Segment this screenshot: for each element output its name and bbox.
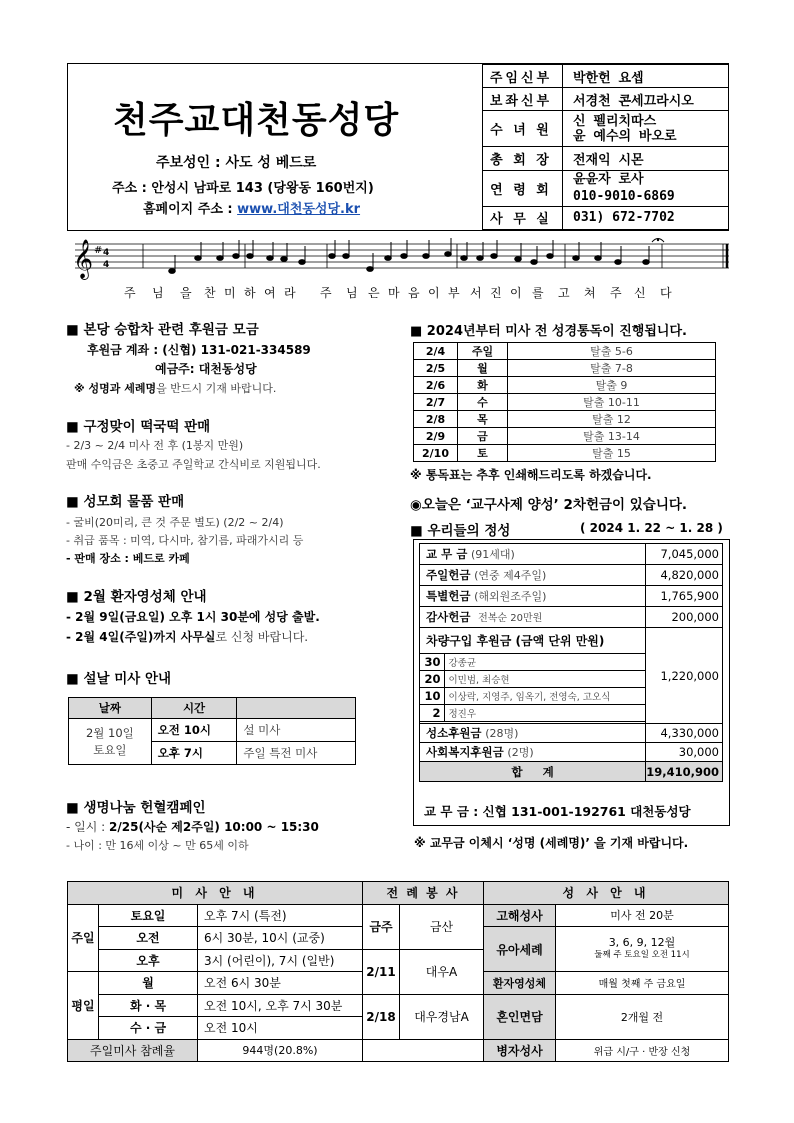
staff-role: 연 령 회 <box>483 170 563 206</box>
music-note <box>217 256 224 261</box>
schedule-row <box>414 445 716 462</box>
account-holder: 예금주: 대천동성당 <box>155 362 257 376</box>
mass-time: 오전 6시 30분 <box>198 972 363 995</box>
mass-day: 오후 <box>99 949 198 972</box>
text-line: 판매 수익금은 초중고 주일학교 간식비로 지원됩니다. <box>66 458 321 471</box>
address: 주소 : 안성시 남파로 143 (당왕동 160번지) <box>112 181 374 196</box>
svg-text:4: 4 <box>103 260 110 270</box>
staff-name: 031) 672-7702 <box>563 206 729 229</box>
music-note <box>515 257 522 262</box>
service-team: 대우경남A <box>400 994 484 1039</box>
offering-period: ( 2024 1. 22 ~ 1. 28 ) <box>580 521 723 535</box>
donor-amount: 20 <box>420 671 444 688</box>
offering-value: 30,000 <box>646 743 723 762</box>
music-note <box>329 254 336 259</box>
date-cell: 2월 10일 토요일 <box>69 719 152 765</box>
section-title: ■ 구정맞이 떡국떡 판매 <box>66 419 211 435</box>
music-note <box>573 256 580 261</box>
music-note <box>643 260 650 265</box>
offering-box <box>413 539 730 826</box>
schedule-weekday: 주일 <box>458 343 508 360</box>
schedule-weekday: 목 <box>458 411 508 428</box>
offering-value: 1,765,900 <box>646 586 723 607</box>
schedule-date: 2/7 <box>414 394 458 411</box>
sacrament-info: 위급 시/구 · 반장 신청 <box>556 1039 729 1062</box>
staff-role: 총 회 장 <box>483 147 563 170</box>
schedule-date: 2/9 <box>414 428 458 445</box>
total-value: 19,410,900 <box>646 762 723 782</box>
lyric-syllable: 신 <box>634 286 646 300</box>
offering-row: 성소후원금 (28명) <box>420 724 646 743</box>
music-note <box>233 254 240 259</box>
mass-time: 오전 10시, 오후 7시 30분 <box>198 994 363 1017</box>
staff-role: 수 녀 원 <box>483 111 563 147</box>
donor-names: 이민범, 최승현 <box>444 671 645 688</box>
staff-name: 전재익 시몬 <box>563 147 729 170</box>
schedule-weekday: 월 <box>458 360 508 377</box>
text-line: - 2/3 ~ 2/4 미사 전 후 (1봉지 만원) <box>66 439 244 452</box>
lyric-syllable: 은 <box>368 286 380 300</box>
service-date: 금주 <box>363 904 400 949</box>
sacrament-info: 미사 전 20분 <box>556 904 729 927</box>
sacrament-label: 유아세례 <box>484 927 556 972</box>
info-table <box>67 881 729 1062</box>
lyric-syllable: 다 <box>660 286 672 300</box>
lyric-syllable: 하 <box>244 286 256 300</box>
bible-schedule-table <box>413 342 716 462</box>
lyric-syllable: 이 <box>428 286 440 300</box>
attendance-value: 944명(20.8%) <box>198 1039 363 1062</box>
service-date: 2/11 <box>363 949 400 994</box>
schedule-row <box>414 343 716 360</box>
note-line: ※ 성명과 세례명을 반드시 기재 바랍니다. <box>74 382 277 395</box>
offering-value: 7,045,000 <box>646 544 723 565</box>
text-line: - 판매 장소 : 베드로 카페 <box>66 552 190 565</box>
col-header: 시간 <box>151 698 237 719</box>
lyric-syllable: 를 <box>532 286 544 300</box>
svg-text:4: 4 <box>103 248 110 258</box>
offering-table <box>419 543 723 782</box>
donor-names: 정진우 <box>444 705 645 722</box>
music-note <box>445 252 452 257</box>
mass-header: 미 사 안 내 <box>68 882 363 905</box>
offering-row: 주일헌금 (연중 제4주일) <box>420 565 646 586</box>
section-title: ■ 2월 환자영성체 안내 <box>66 589 207 605</box>
time-cell: 오전 10시 <box>151 719 237 742</box>
sacrament-label: 고해성사 <box>484 904 556 927</box>
mass-cell: 주일 특전 미사 <box>237 742 356 765</box>
music-note <box>169 269 176 274</box>
collection-notice: ◉오늘은 ‘교구사제 양성’ 2차헌금이 있습니다. <box>410 497 688 513</box>
lyric-syllable: 을 <box>180 286 192 300</box>
parish-logo: 천주교대천동성당 <box>113 100 400 141</box>
music-note <box>461 256 468 261</box>
section-title: ■ 2024년부터 미사 전 성경통독이 진행됩니다. <box>410 324 687 339</box>
text-line: - 나이 : 만 16세 이상 ~ 만 65세 이하 <box>66 839 249 852</box>
mass-day: 월 <box>99 972 198 995</box>
music-note <box>547 254 554 259</box>
staff-role: 주임신부 <box>483 65 563 88</box>
music-note <box>247 254 254 259</box>
offering-value: 4,820,000 <box>646 565 723 586</box>
offering-row: 사회복지후원금 (2명) <box>420 743 646 762</box>
schedule-reading: 탈출 5-6 <box>508 343 716 360</box>
music-note <box>423 254 430 259</box>
service-date: 2/18 <box>363 994 400 1039</box>
svg-text:#: # <box>94 245 103 256</box>
offering-row: 교 무 금 (91세대) <box>420 544 646 565</box>
sacrament-info: 매월 첫째 주 금요일 <box>556 972 729 995</box>
text-line: - 일시 : 2/25(사순 제2주일) 10:00 ~ 15:30 <box>66 820 319 834</box>
schedule-weekday: 화 <box>458 377 508 394</box>
mass-day: 토요일 <box>99 904 198 927</box>
music-note <box>267 256 274 261</box>
car-donor-row <box>420 688 645 705</box>
music-note <box>195 256 202 261</box>
header-box <box>67 63 729 231</box>
staff-name: 서경천 콘세끄라시오 <box>563 88 729 111</box>
car-donor-row <box>420 671 645 688</box>
music-note <box>385 256 392 261</box>
schedule-date: 2/4 <box>414 343 458 360</box>
music-note <box>343 254 350 259</box>
section-title: ■ 생명나눔 헌혈캠페인 <box>66 800 206 816</box>
staff-name: 박한헌 요셉 <box>563 65 729 88</box>
homepage-label: 홈페이지 주소 : <box>143 202 238 217</box>
schedule-reading: 탈출 10-11 <box>508 394 716 411</box>
text-line: - 취급 품목 : 미역, 다시마, 참기름, 파래가시리 등 <box>66 534 304 547</box>
schedule-reading: 탈출 15 <box>508 445 716 462</box>
sacrament-header: 성 사 안 내 <box>484 882 729 905</box>
service-header: 전 례 봉 사 <box>363 882 484 905</box>
staff-role: 사 무 실 <box>483 206 563 229</box>
car-donor-table <box>420 653 645 722</box>
lyric-syllable: 주 <box>124 286 136 300</box>
schedule-reading: 탈출 12 <box>508 411 716 428</box>
donor-names: 강종균 <box>444 654 645 671</box>
lyric-syllable: 님 <box>346 286 358 300</box>
schedule-date: 2/10 <box>414 445 458 462</box>
mass-day: 화 · 목 <box>99 994 198 1017</box>
music-note <box>615 260 622 265</box>
music-note <box>491 254 498 259</box>
schedule-weekday: 금 <box>458 428 508 445</box>
schedule-weekday: 수 <box>458 394 508 411</box>
sacrament-label: 병자성사 <box>484 1039 556 1062</box>
lyric-syllable: 진 <box>490 286 502 300</box>
section-title: ■ 설날 미사 안내 <box>66 671 172 687</box>
sacrament-info: 3, 6, 9, 12월 둘째 주 토요일 오전 11시 <box>556 927 729 972</box>
car-donor-row <box>420 705 645 722</box>
homepage-link[interactable]: www.대천동성당.kr <box>237 202 361 217</box>
staff-name: 윤윤자 로사 010-9010-6869 <box>563 170 729 206</box>
offering-row: 감사헌금 전복순 20만원 <box>420 607 646 628</box>
schedule-date: 2/8 <box>414 411 458 428</box>
mass-day: 수 · 금 <box>99 1017 198 1040</box>
music-note <box>595 256 602 261</box>
new-year-mass-table <box>68 697 356 765</box>
lyric-syllable: 여 <box>264 286 276 300</box>
music-note <box>299 260 306 265</box>
section-title: ■ 우리들의 정성 <box>410 523 511 539</box>
staff-name: 신 펠리치따스 윤 예수의 바오로 <box>563 111 729 147</box>
schedule-date: 2/6 <box>414 377 458 394</box>
lyric-syllable: 쳐 <box>584 286 596 300</box>
sunday-label: 주일 <box>68 904 99 972</box>
account-line: 후원금 계좌 : (신협) 131-021-334589 <box>87 343 311 357</box>
donor-names: 이상락, 지영주, 임옥기, 전영숙, 고오식 <box>444 688 645 705</box>
offering-value: 4,330,000 <box>646 724 723 743</box>
schedule-reading: 탈출 13-14 <box>508 428 716 445</box>
note-line: ※ 통독표는 추후 인쇄해드리도록 하겠습니다. <box>410 468 652 482</box>
mass-time: 3시 (어린이), 7시 (일반) <box>198 949 363 972</box>
weekday-label: 평일 <box>68 972 99 1040</box>
schedule-row <box>414 411 716 428</box>
lyric-syllable: 이 <box>510 286 522 300</box>
lyric-syllable: 라 <box>284 286 296 300</box>
lyric-syllable: 서 <box>470 286 482 300</box>
mass-time: 오후 7시 (특전) <box>198 904 363 927</box>
sacrament-info: 2개월 전 <box>556 994 729 1039</box>
schedule-row <box>414 360 716 377</box>
tithe-account: 교 무 금 : 신협 131-001-192761 대천동성당 <box>424 804 691 819</box>
donor-amount: 10 <box>420 688 444 705</box>
schedule-row <box>414 394 716 411</box>
staff-role: 보좌신부 <box>483 88 563 111</box>
donor-amount: 2 <box>420 705 444 722</box>
mass-day: 오전 <box>99 927 198 950</box>
music-note <box>281 257 288 262</box>
donor-amount: 30 <box>420 654 444 671</box>
attendance-label: 주일미사 참례율 <box>68 1039 198 1062</box>
col-header: 날짜 <box>69 698 152 719</box>
lyric-syllable: 주 <box>320 286 332 300</box>
car-fund-cell: 차량구입 후원금 (금액 단위 만원) 30 강종균 20 이민범, 최승현 10 이상락, 지영주, 임옥기, 전영숙, 고오식 2 정진우 <box>420 628 646 724</box>
offering-value: 200,000 <box>646 607 723 628</box>
homepage-line <box>143 198 360 217</box>
music-note <box>367 267 374 272</box>
text-line: - 굴비(20미리, 큰 것 주문 별도) (2/2 ~ 2/4) <box>66 516 284 529</box>
time-cell: 오후 7시 <box>151 742 237 765</box>
lyric-syllable: 음 <box>408 286 420 300</box>
offering-value: 1,220,000 <box>646 628 723 724</box>
schedule-reading: 탈출 9 <box>508 377 716 394</box>
schedule-row <box>414 377 716 394</box>
text-line: - 2월 4일(주일)까지 사무실로 신청 바랍니다. <box>66 630 309 644</box>
lyric-syllable: 고 <box>558 286 570 300</box>
section-title: ■ 성모회 물품 판매 <box>66 494 185 510</box>
treble-clef-icon: 𝄞 <box>73 239 94 279</box>
schedule-weekday: 토 <box>458 445 508 462</box>
sacrament-label: 혼인면담 <box>484 994 556 1039</box>
text-line: - 2월 9일(금요일) 오후 1시 30분에 성당 출발. <box>66 610 320 624</box>
mass-time: 오전 10시 <box>198 1017 363 1040</box>
offering-row: 특별헌금 (해외원조주일) <box>420 586 646 607</box>
lyric-syllable: 주 <box>610 286 622 300</box>
lyric-syllable: 미 <box>224 286 236 300</box>
lyric-syllable: 부 <box>448 286 460 300</box>
schedule-row <box>414 428 716 445</box>
lyric-syllable: 찬 <box>204 286 216 300</box>
section-title: ■ 본당 승합차 관련 후원금 모금 <box>66 322 259 338</box>
car-donor-row <box>420 654 645 671</box>
schedule-date: 2/5 <box>414 360 458 377</box>
total-label: 합 계 <box>420 762 646 782</box>
lyric-syllable: 님 <box>152 286 164 300</box>
lyric-syllable: 마 <box>388 286 400 300</box>
music-note <box>531 260 538 265</box>
patron-saint: 주보성인 : 사도 성 베드로 <box>156 155 317 171</box>
mass-time: 6시 30분, 10시 (교중) <box>198 927 363 950</box>
music-note <box>477 256 484 261</box>
note-line: ※ 교무금 이체시 ‘성명 (세례명)’ 을 기재 바랍니다. <box>414 836 689 850</box>
staff-table <box>482 64 729 230</box>
service-team: 대우A <box>400 949 484 994</box>
mass-cell: 설 미사 <box>237 719 356 742</box>
service-team: 금산 <box>400 904 484 949</box>
music-note <box>401 254 408 259</box>
schedule-reading: 탈출 7-8 <box>508 360 716 377</box>
sacrament-label: 환자영성체 <box>484 972 556 995</box>
